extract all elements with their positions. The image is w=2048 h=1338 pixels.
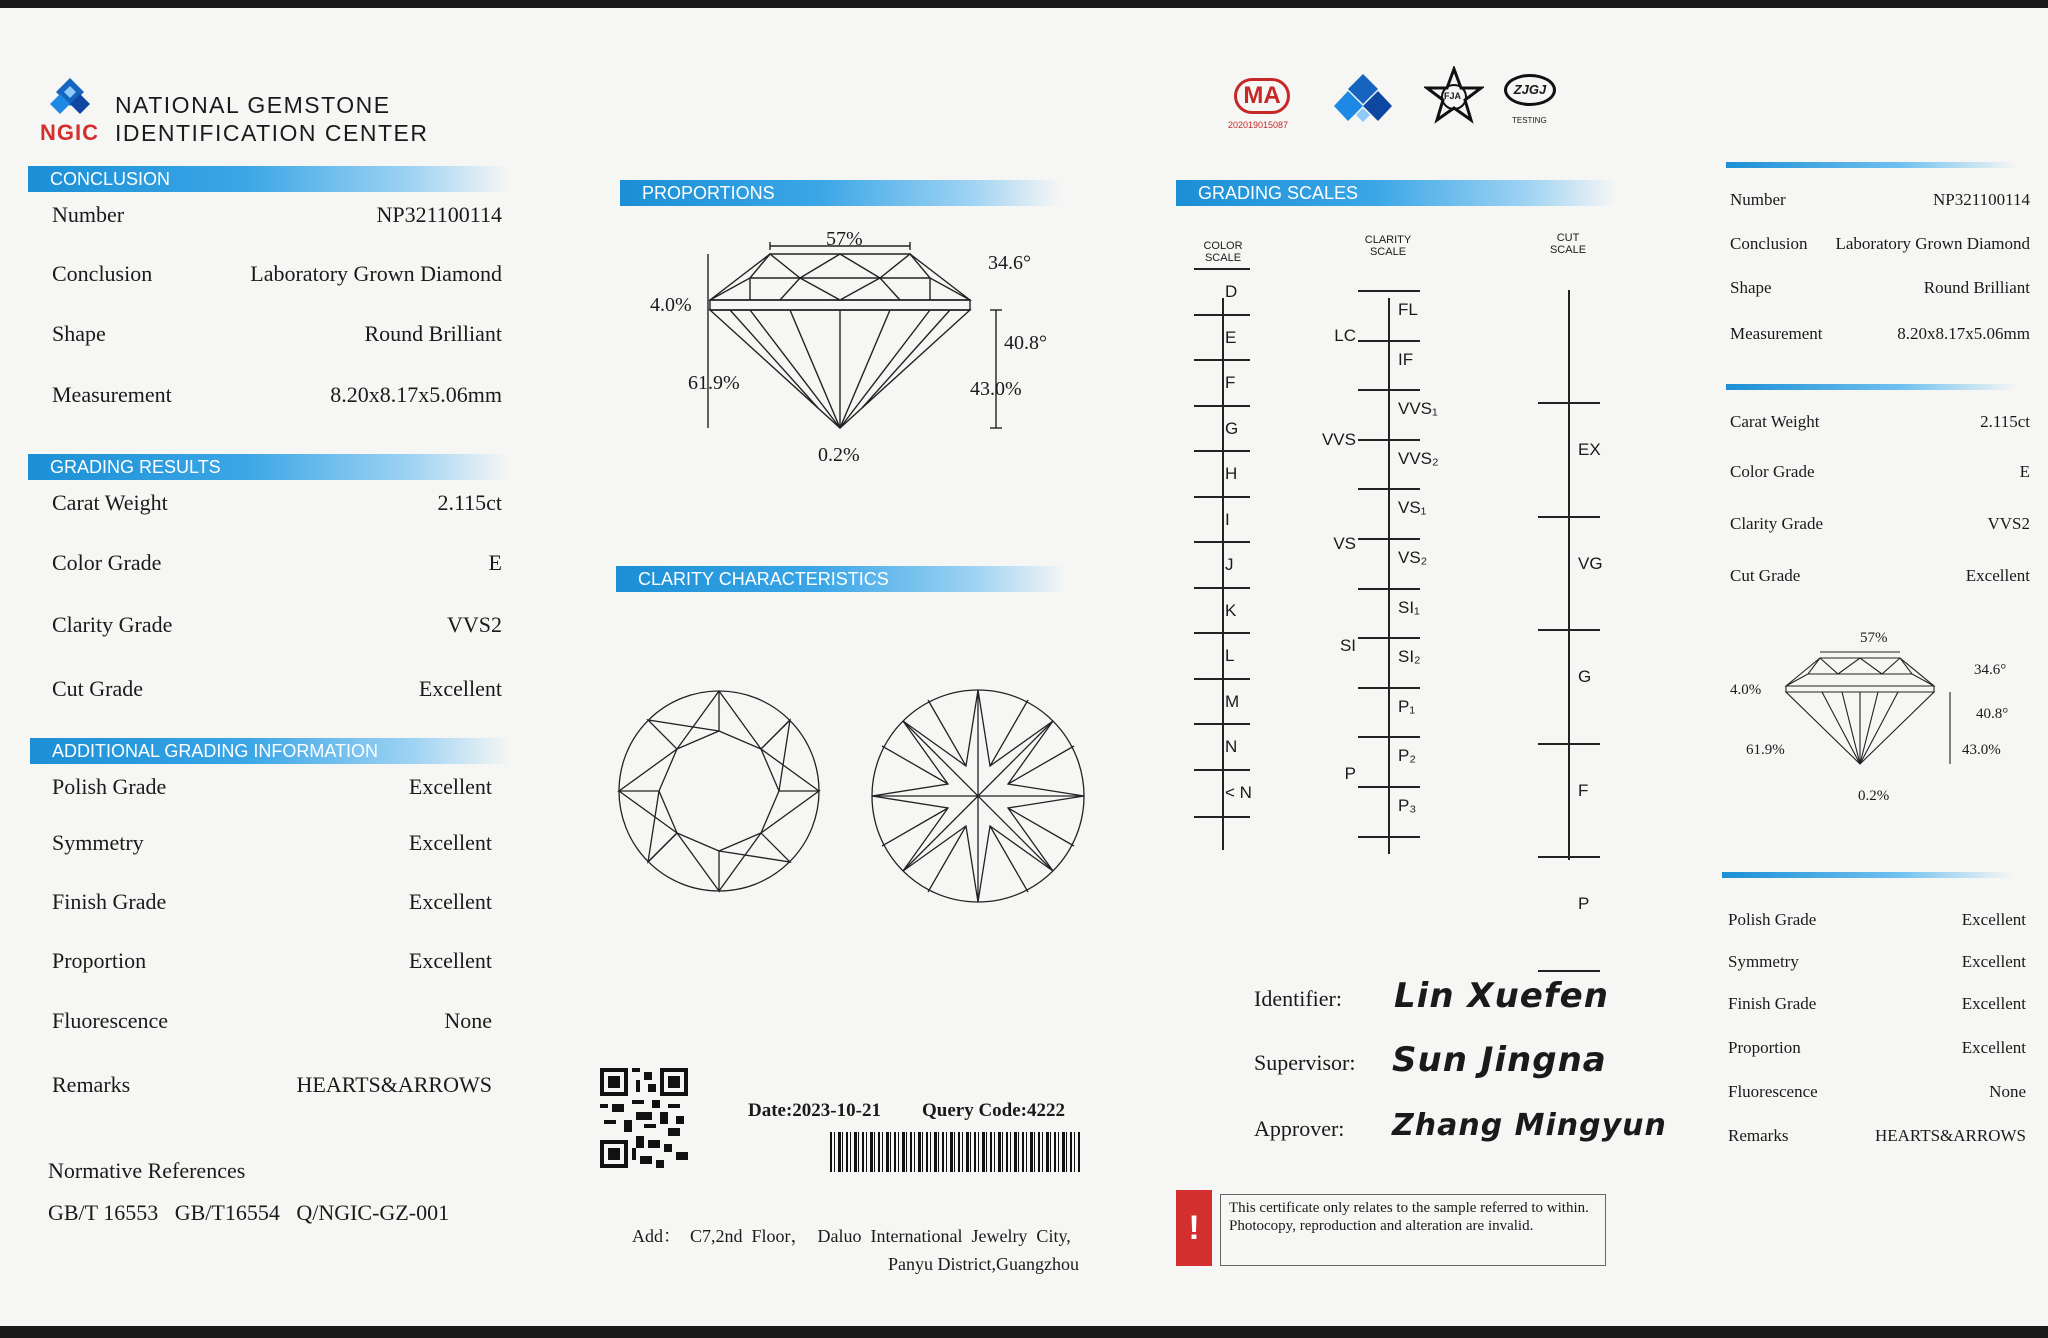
row-value: Excellent (1965, 566, 2030, 585)
clarity-grade-label: P₃ (1398, 796, 1417, 815)
row-label: Proportion (52, 948, 147, 973)
summary-table-percent: 57% (1860, 630, 1888, 646)
clarity-scale-title: CLARITY SCALE (1364, 234, 1412, 258)
row-value: Excellent (408, 948, 492, 973)
row-value: 8.20x8.17x5.06mm (1897, 324, 2030, 343)
row-value: Excellent (408, 830, 492, 855)
ngic-logo-text: NGIC (40, 120, 99, 145)
clarity-grade-label: P₁ (1398, 697, 1416, 716)
cut-grade-label: G (1578, 667, 1592, 686)
color-scale-title: COLOR SCALE (1203, 240, 1243, 264)
proportions-heading: PROPORTIONS (620, 180, 1060, 206)
color-scale-tick (1194, 816, 1250, 818)
color-grade-label: K (1225, 601, 1237, 620)
total-depth: 61.9% (688, 372, 740, 394)
crown-view-plot (614, 686, 824, 896)
color-scale-tick (1194, 359, 1250, 361)
barcode (830, 1132, 1080, 1172)
identifier-label: Identifier: (1254, 986, 1342, 1011)
color-scale-tick (1194, 769, 1250, 771)
normative-title: Normative References (48, 1158, 246, 1183)
clarity-group-label: VVS (1321, 430, 1356, 449)
color-scale-tick (1194, 405, 1250, 407)
row-value: Round Brilliant (1923, 278, 2030, 297)
row-label: Number (1730, 190, 1786, 209)
color-scale-tick (1194, 268, 1250, 270)
row-value: Round Brilliant (364, 321, 502, 346)
clarity-scale-tick (1358, 439, 1420, 441)
fja-badge (1424, 66, 1484, 126)
clarity-grade-label: VVS₁ (1398, 399, 1438, 418)
color-grade-label: N (1225, 737, 1238, 756)
identifier-signature: Lin Xuefen (1394, 976, 1609, 1016)
grading-results-heading: GRADING RESULTS (28, 454, 508, 480)
row-value: 8.20x8.17x5.06mm (330, 382, 502, 407)
cut-scale-tick (1538, 402, 1600, 404)
ma-badge (1228, 78, 1298, 138)
row-value: Excellent (408, 774, 492, 799)
ma-number: 202019015087 (1228, 120, 1289, 130)
table-percent: 57% (826, 228, 863, 250)
summary-pavilion-depth: 43.0% (1962, 742, 2001, 758)
summary-pavilion-angle: 40.8° (1976, 706, 2009, 722)
color-grade-label: < N (1225, 783, 1252, 802)
cut-scale-tick (1538, 856, 1600, 858)
clarity-scale-tick (1358, 389, 1420, 391)
row-label: Remarks (52, 1072, 131, 1097)
row-value: NP321100114 (376, 202, 502, 227)
row-value: HEARTS&ARROWS (1874, 1126, 2026, 1145)
clarity-scale-tick (1358, 290, 1420, 292)
address-line1: Add： C7,2nd Floor， Daluo International Jewelry City, (632, 1226, 1071, 1246)
color-grade-label: J (1225, 555, 1234, 574)
clarity-scale-tick (1358, 588, 1420, 590)
ma-logo-text: MA (1234, 78, 1290, 114)
row-value: Excellent (408, 889, 492, 914)
color-scale-tick (1194, 450, 1250, 452)
row-label: Carat Weight (52, 490, 168, 515)
color-grade-label: D (1225, 282, 1238, 301)
approver-label: Approver: (1254, 1116, 1345, 1141)
row-value: 2.115ct (1980, 412, 2030, 431)
row-value: 2.115ct (437, 490, 502, 515)
row-value: Excellent (1961, 910, 2026, 929)
row-value: HEARTS&ARROWS (296, 1072, 492, 1097)
clarity-scale-tick (1358, 736, 1420, 738)
row-value: Laboratory Grown Diamond (1835, 234, 2030, 253)
row-value: Excellent (1961, 1038, 2026, 1057)
clarity-grade-label: VVS₂ (1398, 449, 1439, 468)
accreditation-diamond-icon (1332, 72, 1394, 128)
clarity-scale-tick (1358, 340, 1420, 342)
testing-text: TESTING (1512, 116, 1547, 125)
color-grade-label: I (1225, 510, 1230, 529)
notice-text: This certificate only relates to the sample referred to within. Photocopy, reproduction and alteration are invalid. (1220, 1194, 1606, 1266)
pavilion-angle: 40.8° (1004, 332, 1047, 354)
row-value: Excellent (418, 676, 502, 701)
additional-info-heading: ADDITIONAL GRADING INFORMATION (30, 738, 510, 764)
color-scale-tick (1194, 496, 1250, 498)
clarity-grade-label: IF (1398, 350, 1414, 369)
clarity-scale-tick (1358, 488, 1420, 490)
clarity-group-label: P (1344, 764, 1356, 783)
cut-scale-bar (1568, 290, 1570, 860)
zjgj-badge (1502, 70, 1562, 130)
row-label: Shape (1730, 278, 1772, 297)
color-grade-label: M (1225, 692, 1240, 711)
girdle-percent: 4.0% (650, 294, 692, 316)
cut-grade-label: EX (1578, 440, 1601, 459)
color-scale-tick (1194, 587, 1250, 589)
cut-scale-tick (1538, 743, 1600, 745)
row-label: Finish Grade (1728, 994, 1817, 1013)
color-scale-tick (1194, 723, 1250, 725)
row-label: Symmetry (1728, 952, 1799, 971)
row-label: Remarks (1728, 1126, 1789, 1145)
row-label: Proportion (1728, 1038, 1801, 1057)
row-label: Number (52, 202, 125, 227)
color-scale-tick (1194, 541, 1250, 543)
pavilion-view-plot (868, 686, 1088, 906)
row-label: Conclusion (1730, 234, 1808, 253)
clarity-group-label: VS (1333, 534, 1356, 553)
clarity-characteristics-heading: CLARITY CHARACTERISTICS (616, 566, 1066, 592)
date-text: Date:2023-10-21 (748, 1100, 881, 1121)
cut-scale-tick (1538, 970, 1600, 972)
cut-grade-label: F (1578, 781, 1589, 800)
clarity-scale-tick (1358, 637, 1420, 639)
row-label: Cut Grade (1730, 566, 1801, 585)
row-value: NP321100114 (1933, 190, 2030, 209)
row-label: Polish Grade (52, 774, 167, 799)
clarity-group-label: LC (1334, 326, 1356, 345)
row-value: VVS2 (1987, 514, 2030, 533)
query-code-text: Query Code:4222 (922, 1100, 1066, 1121)
row-value: E (488, 550, 502, 575)
supervisor-signature: Sun Jingna (1392, 1040, 1607, 1080)
clarity-scale-bar (1388, 298, 1390, 854)
crown-angle: 34.6° (988, 252, 1031, 274)
row-label: Color Grade (52, 550, 162, 575)
clarity-scale-tick (1358, 836, 1420, 838)
row-label: Finish Grade (52, 889, 167, 914)
summary-total-depth: 61.9% (1746, 742, 1785, 758)
color-grade-label: L (1225, 646, 1235, 665)
row-label: Color Grade (1730, 462, 1815, 481)
clarity-grade-label: P₂ (1398, 746, 1416, 765)
row-label: Fluorescence (1728, 1082, 1818, 1101)
notice-box (1176, 1190, 1612, 1272)
row-label: Cut Grade (52, 676, 144, 701)
approver-signature: Zhang Mingyun (1392, 1108, 1667, 1143)
color-grade-label: G (1225, 419, 1239, 438)
color-grade-label: F (1225, 373, 1236, 392)
cut-grade-label: VG (1578, 554, 1603, 573)
summary-extra-band (1722, 872, 2012, 878)
warning-icon: ! (1176, 1190, 1212, 1266)
summary-proportions-diagram (1770, 644, 1990, 784)
color-scale-tick (1194, 632, 1250, 634)
row-label: Fluorescence (52, 1008, 169, 1033)
normative-refs: GB/T 16553 GB/T16554 Q/NGIC-GZ-001 (48, 1200, 450, 1225)
cut-scale-tick (1538, 629, 1600, 631)
summary-grade-band (1726, 384, 2016, 390)
clarity-grade-label: SI₂ (1398, 647, 1421, 666)
clarity-scale-tick (1358, 786, 1420, 788)
row-label: Conclusion (52, 261, 153, 286)
pavilion-depth: 43.0% (970, 378, 1022, 400)
row-label: Measurement (52, 382, 172, 407)
clarity-grade-label: VS₂ (1398, 548, 1428, 567)
summary-girdle: 4.0% (1730, 682, 1762, 698)
row-label: Clarity Grade (1730, 514, 1823, 533)
clarity-grade-label: SI₁ (1398, 598, 1420, 617)
zjgj-text: ZJGJ (1504, 74, 1556, 106)
org-name-line2: IDENTIFICATION CENTER (115, 120, 429, 146)
clarity-grade-label: VS₁ (1398, 498, 1427, 517)
clarity-grade-label: FL (1398, 300, 1418, 319)
row-value: Excellent (1961, 952, 2026, 971)
ngic-logo (40, 74, 110, 146)
color-grade-label: E (1225, 328, 1237, 347)
summary-culet: 0.2% (1858, 788, 1890, 804)
row-label: Symmetry (52, 830, 144, 855)
color-grade-label: H (1225, 464, 1238, 483)
fja-text: FJA (1444, 91, 1462, 101)
address-line2: Panyu District,Guangzhou (888, 1254, 1079, 1274)
color-scale-bar (1222, 298, 1224, 850)
color-scale-tick (1194, 314, 1250, 316)
qr-code (600, 1068, 688, 1168)
cut-scale-tick (1538, 516, 1600, 518)
row-label: Measurement (1730, 324, 1823, 343)
culet-percent: 0.2% (818, 444, 860, 466)
grading-scales-heading: GRADING SCALES (1176, 180, 1616, 206)
org-name-line1: NATIONAL GEMSTONE (115, 92, 391, 118)
row-value: None (1989, 1082, 2026, 1101)
conclusion-heading: CONCLUSION (28, 166, 508, 192)
clarity-group-label: SI (1339, 636, 1356, 655)
supervisor-label: Supervisor: (1254, 1050, 1356, 1075)
row-value: Excellent (1961, 994, 2026, 1013)
row-label: Polish Grade (1728, 910, 1817, 929)
clarity-scale-tick (1358, 538, 1420, 540)
row-value: Laboratory Grown Diamond (250, 261, 502, 286)
summary-crown-angle: 34.6° (1974, 662, 2007, 678)
color-scale-tick (1194, 678, 1250, 680)
row-value: None (444, 1008, 492, 1033)
row-label: Shape (52, 321, 106, 346)
row-value: E (2019, 462, 2030, 481)
clarity-scale-tick (1358, 687, 1420, 689)
certificate-sheet (0, 8, 2048, 1326)
cut-grade-label: P (1578, 894, 1590, 913)
row-value: VVS2 (446, 612, 502, 637)
summary-top-band (1726, 162, 2016, 168)
row-label: Clarity Grade (52, 612, 173, 637)
cut-scale-title: CUT SCALE (1549, 232, 1587, 256)
row-label: Carat Weight (1730, 412, 1820, 431)
